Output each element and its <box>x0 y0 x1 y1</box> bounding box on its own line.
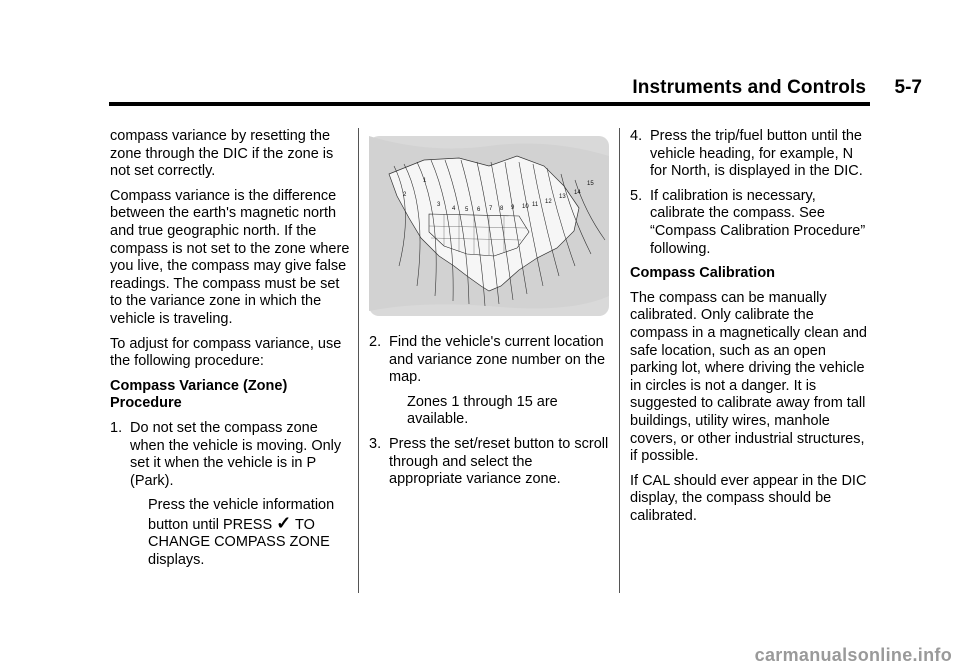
zone-label: 10 <box>522 204 529 210</box>
zone-label: 9 <box>511 205 515 211</box>
zone-label: 13 <box>559 194 566 200</box>
zone-label: 3 <box>437 202 441 208</box>
step-5 <box>630 188 870 258</box>
zone-label: 2 <box>403 192 407 198</box>
subheading: Compass Variance (Zone) Procedure <box>110 377 288 412</box>
step-1 <box>110 420 350 490</box>
column-divider <box>358 128 359 593</box>
step-1-note: Press the vehicle information button until PRESS ✓ TO CHANGE COMPASS ZONE displays. <box>148 497 335 569</box>
column-divider <box>619 128 620 593</box>
step-text: Press the set/reset button to scroll through and select the appropriate variance zone. <box>389 435 609 488</box>
zone-label: 6 <box>477 207 481 213</box>
paragraph: Compass variance is the difference between the earth's magnetic north and true geographic north. If the compass is not set to the zone where you live, the compass may give false readings. The compass must be set to the variance zone in which the vehicle is traveling. <box>110 187 350 327</box>
zone-label: 1 <box>423 178 427 184</box>
subheading: Compass Calibration <box>630 265 776 282</box>
zone-label: 15 <box>587 181 594 187</box>
column-1 <box>110 128 350 577</box>
step-number: 2. <box>369 334 382 350</box>
step-2 <box>369 334 609 387</box>
zone-label: 4 <box>452 206 456 212</box>
variance-zone-map <box>369 136 609 316</box>
watermark: carmanualsonline.info <box>754 645 952 665</box>
header-rule <box>109 102 870 106</box>
step-2-note: Zones 1 through 15 are available. <box>407 393 558 428</box>
step-text: Find the vehicle's current location and variance zone number on the map. <box>389 334 606 386</box>
zone-label: 7 <box>489 206 493 212</box>
check-icon: ✓ <box>276 512 292 533</box>
paragraph: compass variance by resetting the zone through the DIC if the zone is not set correctly. <box>110 128 334 180</box>
paragraph: If CAL should ever appear in the DIC display, the compass should be calibrated. <box>630 472 867 524</box>
zone-label: 12 <box>545 199 552 205</box>
step-number: 1. <box>110 419 123 436</box>
step-text: Do not set the compass zone when the vehicle is moving. Only set it when the vehicle is in P (Park). <box>130 419 342 489</box>
step-3 <box>369 436 609 489</box>
column-3 <box>630 128 870 532</box>
section-title: Instruments and Controls <box>632 77 866 98</box>
zone-label: 8 <box>500 206 504 212</box>
zone-label: 5 <box>465 207 469 213</box>
step-number: 5. <box>630 187 643 204</box>
step-4 <box>630 128 870 181</box>
paragraph: To adjust for compass variance, use the following procedure: <box>110 335 342 370</box>
step-number: 3. <box>369 435 382 452</box>
step-text: If calibration is necessary, calibrate the compass. See “Compass Calibration Procedure” following. <box>650 187 866 257</box>
step-number: 4. <box>630 128 643 144</box>
column-2 <box>369 128 609 496</box>
page-number: 5-7 <box>894 77 922 98</box>
compass-variance-map <box>369 136 609 316</box>
zone-label: 11 <box>532 202 539 208</box>
paragraph: The compass can be manually calibrated. Only calibrate the compass in a magnetically clean and safe location, such as an open parking lot, where driving the vehicle in circles is not a danger. It is suggested to calibrate away from tall buildings, utility wires, manhole covers, or other industrial structures, if possible. <box>630 289 867 465</box>
step-text: Press the trip/fuel button until the vehicle heading, for example, N for North, is displayed in the DIC. <box>650 128 863 180</box>
zone-label: 14 <box>574 190 581 196</box>
